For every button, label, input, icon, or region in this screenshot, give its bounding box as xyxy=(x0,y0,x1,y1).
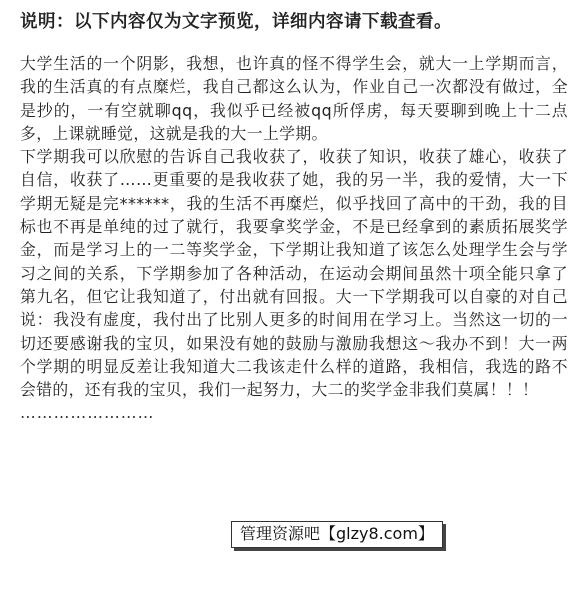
preview-notice: 说明：以下内容仅为文字预览，详细内容请下载查看。 xyxy=(20,12,452,32)
document-body xyxy=(20,52,568,425)
truncation-ellipsis: …………………… xyxy=(20,403,155,423)
watermark-badge: 管理资源吧【glzy8.com】 xyxy=(231,521,443,548)
paragraph-second-semester: 下学期我可以欣慰的告诉自己我收获了，收获了知识，收获了雄心，收获了自信，收获了……更重要的是我收获了她，我的另一半，我的爱情，大一下学期无疑是完******，我的生活不再糜烂，似乎找回了高中的干劲，我的目标也不再是单纯的过了就行，我要拿奖学金，不是已经拿到的素质拓展奖学金，而是学习上的一二等奖学金，下学期让我知道了该怎么处理学生会与学习之间的关系，下学期参加了各种活动，在运动会期间虽然十项全能只拿了第九名，但它让我知道了，付出就有回报。大一下学期我可以自豪的对自己说：我没有虚度，我付出了比别人更多的时间用在学习上。当然这一切的一切还要感谢我的宝贝，如果没有她的鼓励与激励我想这～我办不到！大一两个学期的明显反差让我知道大二我该走什么样的道路，我相信，我选的路不会错的，还有我的宝贝，我们一起努力，大二的奖学金非我们莫属！！！ xyxy=(20,147,568,400)
paragraph-first-semester: 大学生活的一个阴影，我想，也许真的怪不得学生会，就大一上学期而言，我的生活真的有点糜烂，我自己都这么认为，作业自己一次都没有做过，全是抄的，一有空就聊qq，我似乎已经被qq所俘虏，每天要聊到晚上十二点多，上课就睡觉，这就是我的大一上学期。 xyxy=(20,54,568,143)
